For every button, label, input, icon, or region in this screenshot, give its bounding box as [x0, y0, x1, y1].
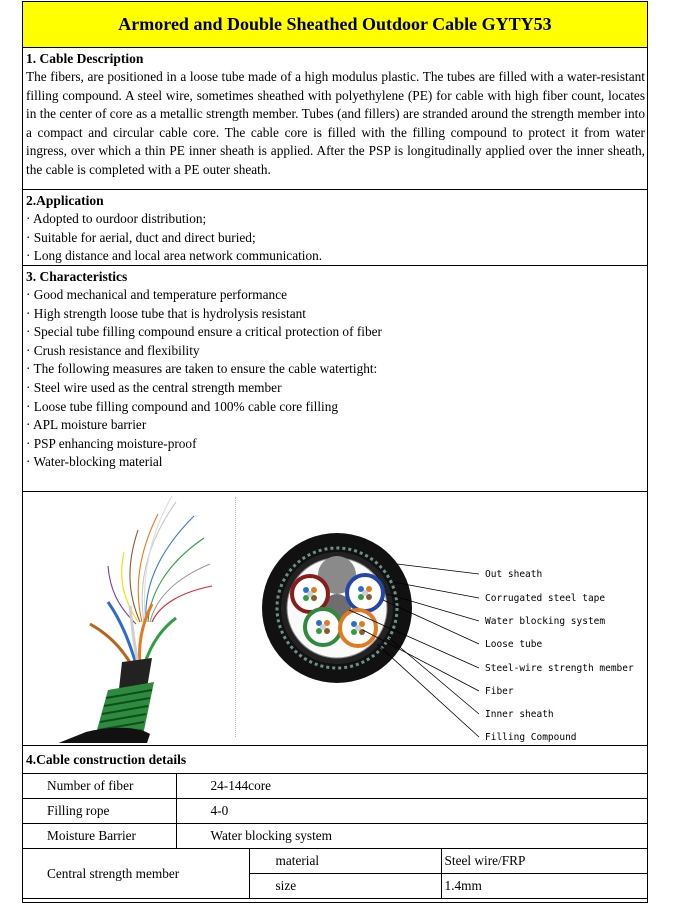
- loose-tube-red: [292, 576, 328, 612]
- label-inner-sheath: Inner sheath: [485, 709, 554, 720]
- table-row: [23, 799, 647, 824]
- section-characteristics: [23, 266, 647, 492]
- list-item: · Crush resistance and flexibility: [26, 342, 200, 358]
- row-label: Filling rope: [23, 799, 176, 824]
- section-heading: 4.Cable construction details: [23, 746, 647, 774]
- fiber-strands-icon: [108, 496, 212, 624]
- sub-label: size: [249, 874, 441, 899]
- list-item: · PSP enhancing moisture-proof: [26, 435, 197, 451]
- cable-illustration: [26, 494, 216, 743]
- table-row: [23, 774, 647, 799]
- datasheet: [22, 1, 648, 903]
- label-fiber: Fiber: [485, 686, 514, 697]
- sub-value: 1.4mm: [441, 874, 647, 899]
- row-label: Number of fiber: [23, 774, 176, 799]
- construction-table: [23, 774, 647, 899]
- cross-section-diagram: [237, 494, 645, 742]
- table-row: [23, 824, 647, 849]
- list-item: · APL moisture barrier: [26, 417, 147, 433]
- loose-tubes-icon: [90, 602, 176, 666]
- section-heading: 1. Cable Description: [26, 51, 144, 66]
- sub-label: material: [249, 849, 441, 874]
- list-item: · High strength loose tube that is hydrolysis resistant: [26, 305, 306, 321]
- list-item: · Special tube filling compound ensure a critical protection of fiber: [26, 324, 382, 340]
- list-item: · Steel wire used as the central strength member: [26, 379, 282, 395]
- figure-divider: [235, 497, 236, 737]
- row-value: Water blocking system: [176, 824, 647, 849]
- row-label: Moisture Barrier: [23, 824, 176, 849]
- list-item: · Good mechanical and temperature performance: [26, 287, 288, 302]
- list-item: · Adopted to ourdoor distribution;: [26, 211, 207, 226]
- section-heading: 2.Application: [26, 193, 104, 208]
- loose-tube-green: [305, 609, 341, 645]
- section-heading: 3. Characteristics: [26, 269, 128, 284]
- row-value: 24-144core: [176, 774, 647, 799]
- label-corrugated-steel-tape: Corrugated steel tape: [485, 593, 606, 604]
- loose-tube-blue: [347, 575, 383, 611]
- label-loose-tube: Loose tube: [485, 639, 543, 650]
- cable-figure: [23, 492, 647, 746]
- label-water-blocking-system: Water blocking system: [485, 616, 606, 627]
- outer-sheath-icon: [26, 728, 150, 743]
- list-item: · Suitable for aerial, duct and direct buried;: [26, 229, 256, 245]
- list-item: · Water-blocking material: [26, 454, 163, 470]
- list-item: · The following measures are taken to ensure the cable watertight:: [26, 361, 378, 377]
- row-value: 4-0: [176, 799, 647, 824]
- document-title: Armored and Double Sheathed Outdoor Cable GYTY53: [23, 2, 647, 48]
- cable-print-text: Cable: [46, 688, 79, 729]
- section-application: [23, 190, 647, 266]
- label-filling-compound: Filling Compound: [485, 732, 577, 742]
- section-cable-description: [23, 48, 647, 190]
- label-out-sheath: Out sheath: [485, 569, 543, 580]
- table-row: [23, 849, 647, 874]
- label-steel-wire-strength-member: Steel-wire strength member: [485, 663, 634, 674]
- row-label: Central strength member: [23, 849, 249, 899]
- sub-value: Steel wire/FRP: [441, 849, 647, 874]
- section-body: The fibers, are positioned in a loose tube made of a high modulus plastic. The tubes are filled with a water-resistant filling compound. A steel wire, sometimes sheathed with polyethylene (PE) for cable with high fiber count, locates in the center of core as a metallic strength member. Tubes (and fillers) are stranded around the strength member into a compact and circular cable core. The cable core is filled with the filling compound to protect it from water ingress, over which a thin PE inner sheath is applied. After the PSP is longitudinally applied over the inner sheath, the cable is completed with a PE outer sheath.: [26, 69, 645, 177]
- loose-tube-orange: [340, 610, 376, 646]
- list-item: · Long distance and local area network communication.: [26, 248, 323, 264]
- list-item: · Loose tube filling compound and 100% cable core filling: [26, 398, 339, 414]
